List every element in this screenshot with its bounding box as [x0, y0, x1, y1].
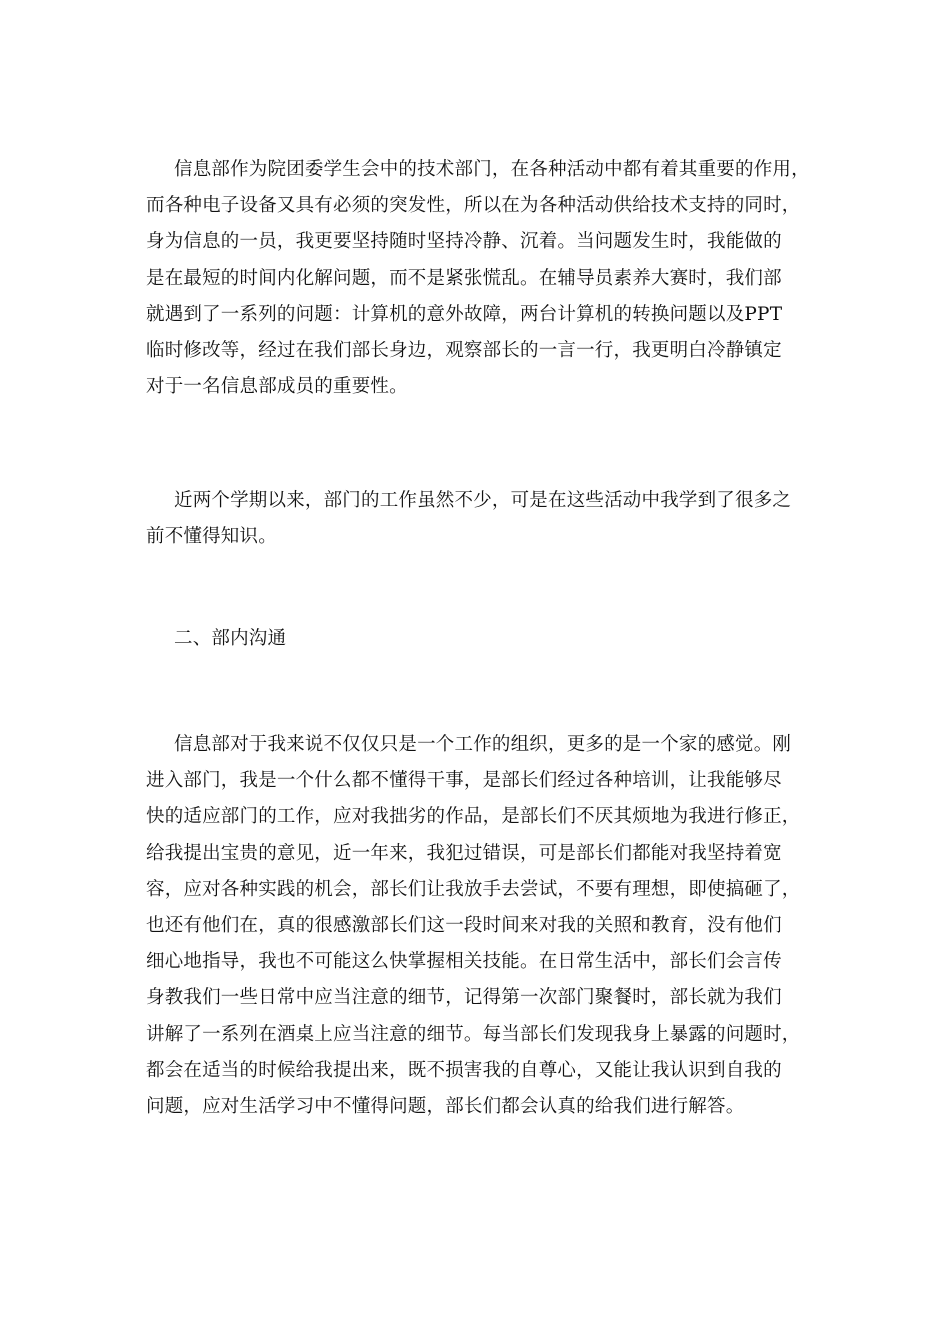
- paragraph-line: 容，应对各种实践的机会，部长们让我放手去尝试，不要有理想，即使搞砸了，: [146, 878, 801, 900]
- paragraph-line: 信息部作为院团委学生会中的技术部门，在各种活动中都有着其重要的作用，: [174, 159, 810, 180]
- paragraph-line: 而各种电子设备又具有必须的突发性，所以在为各种活动供给技术支持的同时，: [146, 195, 801, 217]
- paragraph-line: 就遇到了一系列的问题：计算机的意外故障，两台计算机的转换问题以及PPT: [146, 303, 783, 325]
- paragraph-two-semesters: [146, 483, 826, 555]
- paragraph-line: 近两个学期以来，部门的工作虽然不少，可是在这些活动中我学到了很多之: [174, 490, 792, 511]
- paragraph-line: 也还有他们在，真的很感激部长们这一段时间来对我的关照和教育，没有他们: [146, 914, 782, 936]
- paragraph-tech-department-role: [146, 152, 826, 405]
- paragraph-line: 都会在适当的时候给我提出来，既不损害我的自尊心，又能让我认识到自我的: [146, 1059, 782, 1081]
- paragraph-line: 讲解了一系列在酒桌上应当注意的细节。每当部长们发现我身上暴露的问题时，: [146, 1023, 801, 1045]
- section-heading: [146, 621, 826, 657]
- paragraph-line: 快的适应部门的工作，应对我拙劣的作品，是部长们不厌其烦地为我进行修正，: [146, 806, 801, 828]
- paragraph-line: 进入部门，我是一个什么都不懂得干事，是部长们经过各种培训，让我能够尽: [146, 770, 782, 792]
- paragraph-line: 身为信息的一员，我更要坚持随时坚持冷静、沉着。当问题发生时，我能做的: [146, 231, 782, 253]
- paragraph-line: 前不懂得知识。: [146, 526, 277, 548]
- section-heading-text: 二、部内沟通: [174, 628, 287, 649]
- paragraph-line: 信息部对于我来说不仅仅只是一个工作的组织，更多的是一个家的感觉。刚: [174, 734, 792, 755]
- paragraph-line: 细心地指导，我也不可能这么快掌握相关技能。在日常生活中，部长们会言传: [146, 951, 782, 973]
- paragraph-line: 临时修改等，经过在我们部长身边，观察部长的一言一行，我更明白冷静镇定: [146, 339, 782, 361]
- paragraph-line: 是在最短的时间内化解问题，而不是紧张慌乱。在辅导员素养大赛时，我们部: [146, 267, 782, 289]
- paragraph-line: 给我提出宝贵的意见，近一年来，我犯过错误，可是部长们都能对我坚持着宽: [146, 842, 782, 864]
- paragraph-internal-communication: [146, 727, 826, 1125]
- paragraph-line: 身教我们一些日常中应当注意的细节，记得第一次部门聚餐时，部长就为我们: [146, 987, 782, 1009]
- paragraph-line: 对于一名信息部成员的重要性。: [146, 376, 408, 398]
- paragraph-line: 问题，应对生活学习中不懂得问题，部长们都会认真的给我们进行解答。: [146, 1095, 745, 1117]
